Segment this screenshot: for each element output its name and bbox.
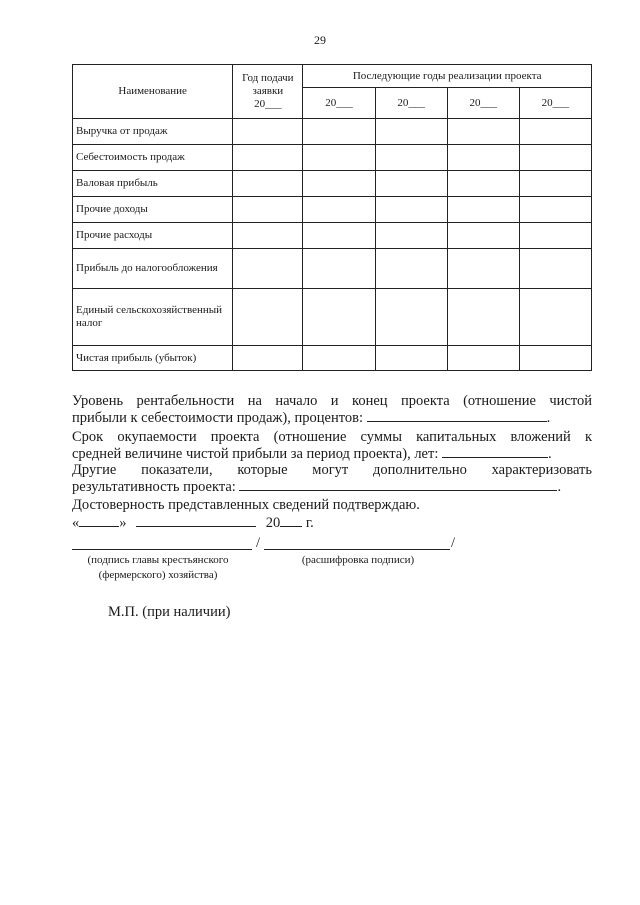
table-cell[interactable] [519,346,591,371]
year-prefix: 20 [265,515,281,531]
table-cell[interactable] [233,249,303,289]
header-application-year-title: Год подачи заявки [242,72,294,97]
header-year-3: 20___ [447,88,519,119]
table-cell[interactable] [233,223,303,249]
header-year-2: 20___ [375,88,447,119]
year-suffix: г. [305,515,314,531]
year-blank[interactable] [280,526,302,527]
table-cell[interactable] [447,346,519,371]
slash-right: / [451,535,456,551]
table-cell[interactable] [233,289,303,346]
header-application-year [233,65,303,119]
table-row [73,249,592,289]
table-cell[interactable] [447,197,519,223]
table-cell[interactable] [519,197,591,223]
table-cell[interactable] [303,289,375,346]
row-label-profit-before-tax: Прибыль до налогообложения [73,249,233,289]
header-following-years: Последующие годы реализации проекта [303,65,592,88]
profitability-period: . [546,410,551,426]
table-cell[interactable] [447,119,519,145]
table-cell[interactable] [233,197,303,223]
other-period: . [557,479,562,495]
table-cell[interactable] [303,249,375,289]
certify-text: Достоверность представленных сведений подтверждаю. [72,497,420,513]
table-cell[interactable] [233,346,303,371]
table-cell[interactable] [375,249,447,289]
table-cell[interactable] [519,249,591,289]
profitability-blank[interactable] [367,421,547,422]
table-cell[interactable] [303,171,375,197]
table-cell[interactable] [375,145,447,171]
table-row [73,119,592,145]
payback-period: . [547,446,552,462]
table-cell[interactable] [375,289,447,346]
table-cell[interactable] [519,145,591,171]
table-cell[interactable] [519,171,591,197]
signature-line[interactable] [72,549,252,550]
row-label-revenue: Выручка от продаж [73,119,233,145]
other-label: результативность проекта: [72,479,236,495]
profitability-line-1: Уровень рентабельности на начало и конец проекта (отношение чистой [72,393,592,409]
header-application-year-value: 20___ [254,98,282,110]
table-cell[interactable] [303,223,375,249]
table-cell[interactable] [375,119,447,145]
table-cell[interactable] [233,171,303,197]
table-cell[interactable] [519,223,591,249]
header-year-1: 20___ [303,88,375,119]
table-row [73,145,592,171]
table-cell[interactable] [375,197,447,223]
header-year-4: 20___ [519,88,591,119]
profitability-line-2 [72,410,592,427]
other-line-2 [72,479,592,496]
table-cell[interactable] [447,289,519,346]
table-cell[interactable] [447,171,519,197]
table-cell[interactable] [519,289,591,346]
table-row [73,223,592,249]
table-row [73,289,592,346]
month-blank[interactable] [136,526,256,527]
signature-caption: (подпись главы крестьянского (фермерского) хозяйства) [87,554,229,581]
financial-indicators-table [72,64,592,371]
table-row [73,171,592,197]
table-cell[interactable] [303,197,375,223]
page-number: 29 [314,33,326,47]
row-label-other-expenses: Прочие расходы [73,223,233,249]
quote-close: » [119,515,127,531]
profitability-label: прибыли к себестоимости продаж), процентов: [72,410,363,426]
table-cell[interactable] [375,223,447,249]
table-cell[interactable] [303,346,375,371]
table-cell[interactable] [447,249,519,289]
table-cell[interactable] [303,119,375,145]
row-label-other-income: Прочие доходы [73,197,233,223]
table-row [73,346,592,371]
payback-label: средней величине чистой прибыли за период проекта), лет: [72,446,439,462]
row-label-net-profit: Чистая прибыль (убыток) [73,346,233,371]
table-cell[interactable] [233,119,303,145]
table-cell[interactable] [233,145,303,171]
table-cell[interactable] [447,145,519,171]
payback-line-2 [72,446,592,463]
row-label-agricultural-tax: Единый сельскохозяйственный налог [73,289,233,346]
table-cell[interactable] [519,119,591,145]
payback-line-1: Срок окупаемости проекта (отношение суммы капитальных вложений к [72,429,592,445]
table-cell[interactable] [375,171,447,197]
table-cell[interactable] [375,346,447,371]
other-blank[interactable] [239,490,557,491]
row-label-cost-of-sales: Себестоимость продаж [73,145,233,171]
quote-open: « [72,515,80,531]
decoding-caption: (расшифровка подписи) [301,554,415,566]
table-cell[interactable] [303,145,375,171]
table-cell[interactable] [447,223,519,249]
date-line [72,515,592,532]
other-line-1: Другие показатели, которые могут дополнительно характеризовать [72,462,592,478]
payback-blank[interactable] [442,457,548,458]
stamp-label: М.П. (при наличии) [108,604,231,620]
table-row [73,197,592,223]
header-name: Наименование [73,65,233,119]
decoding-line[interactable] [264,549,450,550]
row-label-gross-profit: Валовая прибыль [73,171,233,197]
slash-left: / [256,535,261,551]
day-blank[interactable] [79,526,119,527]
